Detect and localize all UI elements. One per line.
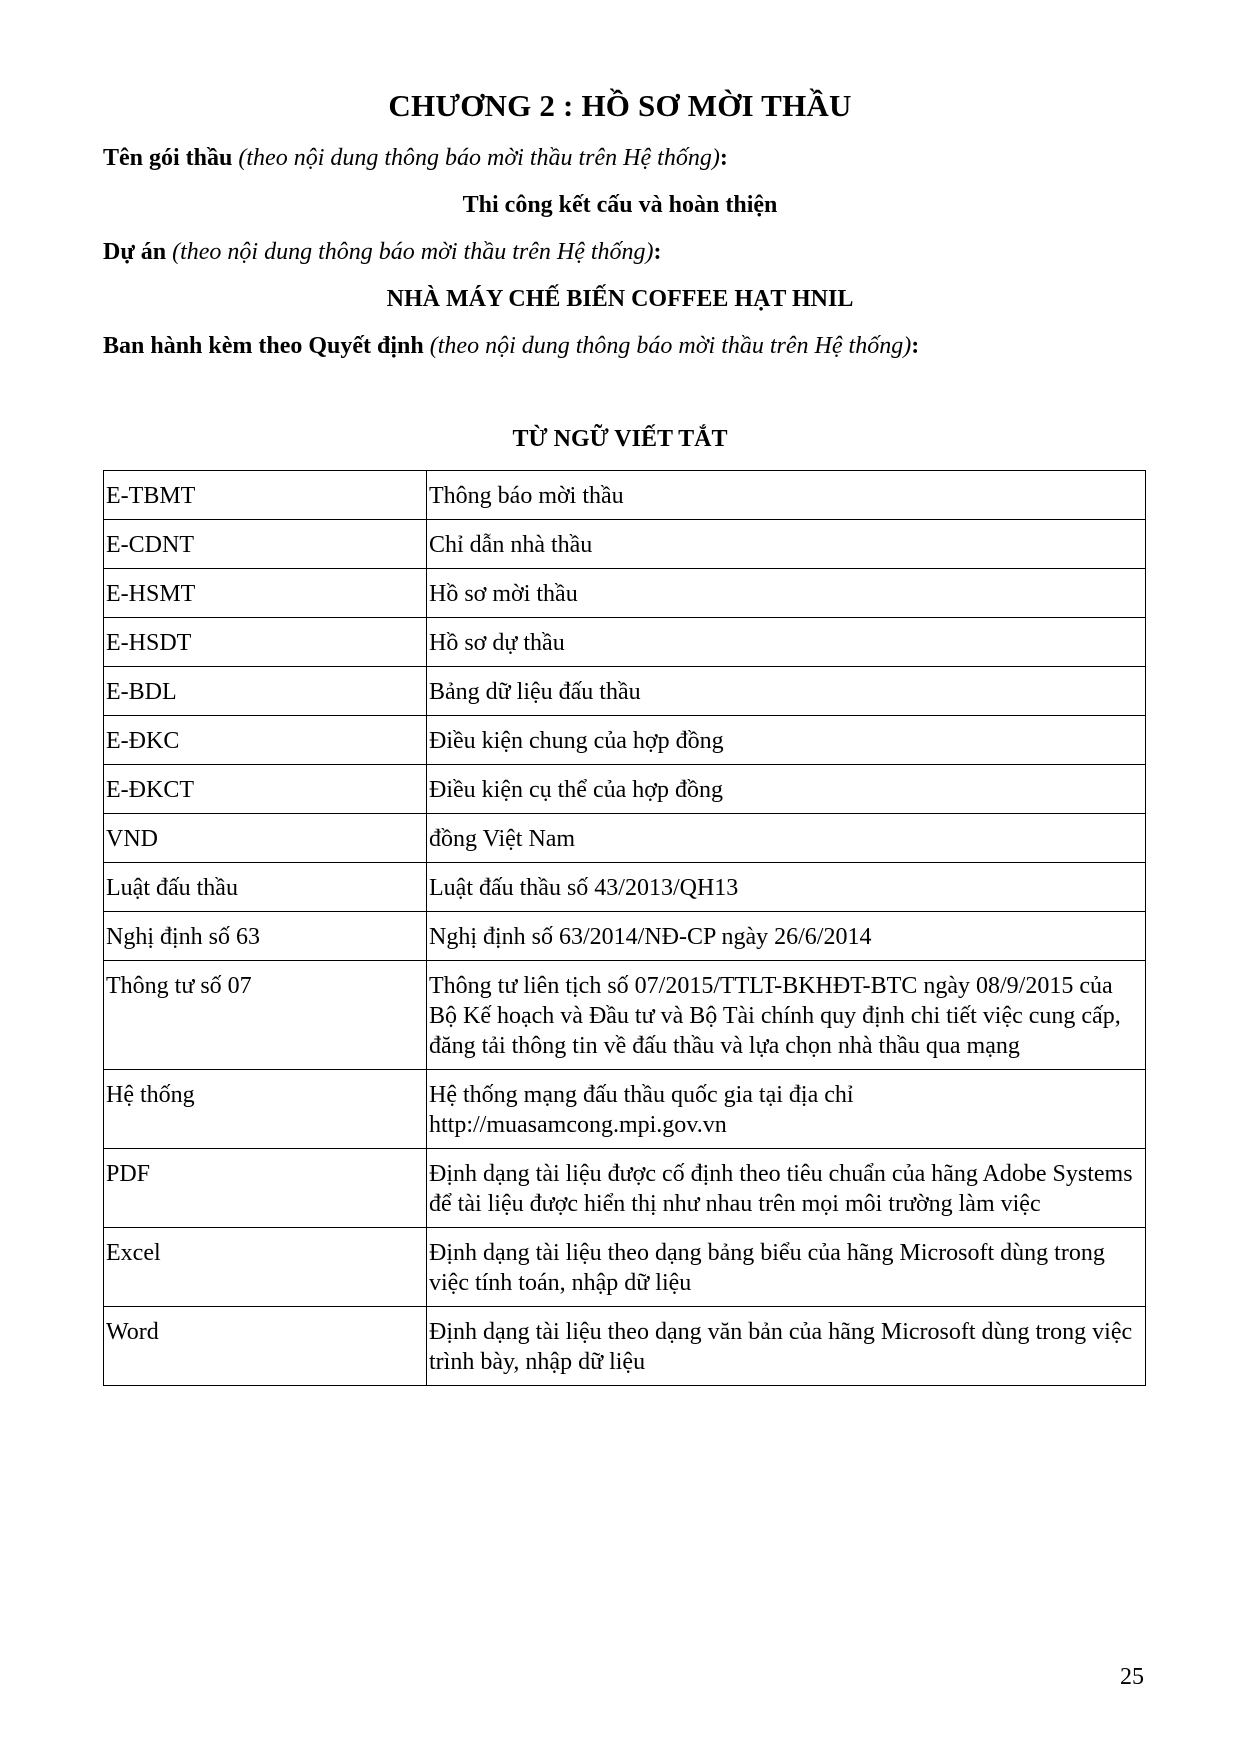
project-label: Dự án bbox=[103, 239, 167, 265]
table-row bbox=[104, 765, 1146, 814]
abbreviation-definition: Hệ thống mạng đấu thầu quốc gia tại địa chỉ http://muasamcong.mpi.gov.vn bbox=[427, 1070, 1146, 1149]
page-number: 25 bbox=[1120, 1664, 1144, 1690]
abbreviation-definition: đồng Việt Nam bbox=[427, 814, 1146, 863]
table-row bbox=[104, 618, 1146, 667]
table-row bbox=[104, 912, 1146, 961]
abbreviation-term: Thông tư số 07 bbox=[104, 961, 427, 1070]
abbreviation-term: E-HSMT bbox=[104, 569, 427, 618]
decision-note: (theo nội dung thông báo mời thầu trên Hệ thống) bbox=[429, 333, 912, 359]
package-suffix: : bbox=[719, 145, 728, 171]
abbreviations-table-body bbox=[104, 471, 1146, 1386]
table-row bbox=[104, 961, 1146, 1070]
project-name: NHÀ MÁY CHẾ BIẾN COFFEE HẠT HNIL bbox=[386, 286, 854, 312]
table-row bbox=[104, 1149, 1146, 1228]
abbreviation-term: Luật đấu thầu bbox=[104, 863, 427, 912]
abbreviation-definition: Định dạng tài liệu theo dạng văn bản của hãng Microsoft dùng trong việc trình bày, nhập dữ liệu bbox=[427, 1307, 1146, 1386]
abbreviation-term: E-ĐKC bbox=[104, 716, 427, 765]
abbreviation-term: PDF bbox=[104, 1149, 427, 1228]
table-row bbox=[104, 569, 1146, 618]
abbreviation-term: E-HSDT bbox=[104, 618, 427, 667]
abbreviation-term: Hệ thống bbox=[104, 1070, 427, 1149]
table-row bbox=[104, 1228, 1146, 1307]
abbreviation-term: VND bbox=[104, 814, 427, 863]
abbreviation-definition: Điều kiện cụ thể của hợp đồng bbox=[427, 765, 1146, 814]
package-label: Tên gói thầu bbox=[103, 145, 233, 171]
package-note: (theo nội dung thông báo mời thầu trên Hệ thống) bbox=[238, 145, 720, 171]
package-line bbox=[103, 145, 728, 172]
project-note: (theo nội dung thông báo mời thầu trên Hệ thống) bbox=[172, 239, 654, 265]
abbreviation-definition: Điều kiện chung của hợp đồng bbox=[427, 716, 1146, 765]
table-row bbox=[104, 1070, 1146, 1149]
abbreviations-table bbox=[103, 470, 1146, 1386]
project-suffix: : bbox=[653, 239, 662, 265]
abbreviation-definition: Nghị định số 63/2014/NĐ-CP ngày 26/6/2014 bbox=[427, 912, 1146, 961]
abbreviation-term: E-BDL bbox=[104, 667, 427, 716]
abbreviation-term: E-ĐKCT bbox=[104, 765, 427, 814]
abbreviation-term: Nghị định số 63 bbox=[104, 912, 427, 961]
abbreviation-term: Excel bbox=[104, 1228, 427, 1307]
project-line bbox=[103, 239, 662, 266]
decision-suffix: : bbox=[911, 333, 920, 359]
table-row bbox=[104, 716, 1146, 765]
abbreviations-heading: TỪ NGỮ VIẾT TẮT bbox=[512, 426, 728, 452]
abbreviation-definition: Chỉ dẫn nhà thầu bbox=[427, 520, 1146, 569]
table-row bbox=[104, 667, 1146, 716]
chapter-title: CHƯƠNG 2 : HỒ SƠ MỜI THẦU bbox=[388, 88, 852, 123]
abbreviation-definition: Thông báo mời thầu bbox=[427, 471, 1146, 520]
decision-label: Ban hành kèm theo Quyết định bbox=[103, 333, 424, 359]
abbreviation-definition: Bảng dữ liệu đấu thầu bbox=[427, 667, 1146, 716]
table-row bbox=[104, 471, 1146, 520]
table-row bbox=[104, 520, 1146, 569]
package-name: Thi công kết cấu và hoàn thiện bbox=[462, 192, 778, 218]
abbreviation-definition: Hồ sơ dự thầu bbox=[427, 618, 1146, 667]
abbreviation-term: E-TBMT bbox=[104, 471, 427, 520]
abbreviation-term: E-CDNT bbox=[104, 520, 427, 569]
abbreviation-definition: Định dạng tài liệu được cố định theo tiêu chuẩn của hãng Adobe Systems để tài liệu được hiển thị như nhau trên mọi môi trường làm việc bbox=[427, 1149, 1146, 1228]
table-row bbox=[104, 814, 1146, 863]
abbreviation-term: Word bbox=[104, 1307, 427, 1386]
abbreviation-definition: Định dạng tài liệu theo dạng bảng biểu của hãng Microsoft dùng trong việc tính toán, nhập dữ liệu bbox=[427, 1228, 1146, 1307]
abbreviation-definition: Hồ sơ mời thầu bbox=[427, 569, 1146, 618]
table-row bbox=[104, 1307, 1146, 1386]
table-row bbox=[104, 863, 1146, 912]
decision-line bbox=[103, 333, 919, 360]
abbreviation-definition: Luật đấu thầu số 43/2013/QH13 bbox=[427, 863, 1146, 912]
abbreviation-definition: Thông tư liên tịch số 07/2015/TTLT-BKHĐT-BTC ngày 08/9/2015 của Bộ Kế hoạch và Đầu tư và Bộ Tài chính quy định chi tiết việc cung cấp, đăng tải thông tin về đấu thầu và lựa chọn nhà thầu qua mạng bbox=[427, 961, 1146, 1070]
